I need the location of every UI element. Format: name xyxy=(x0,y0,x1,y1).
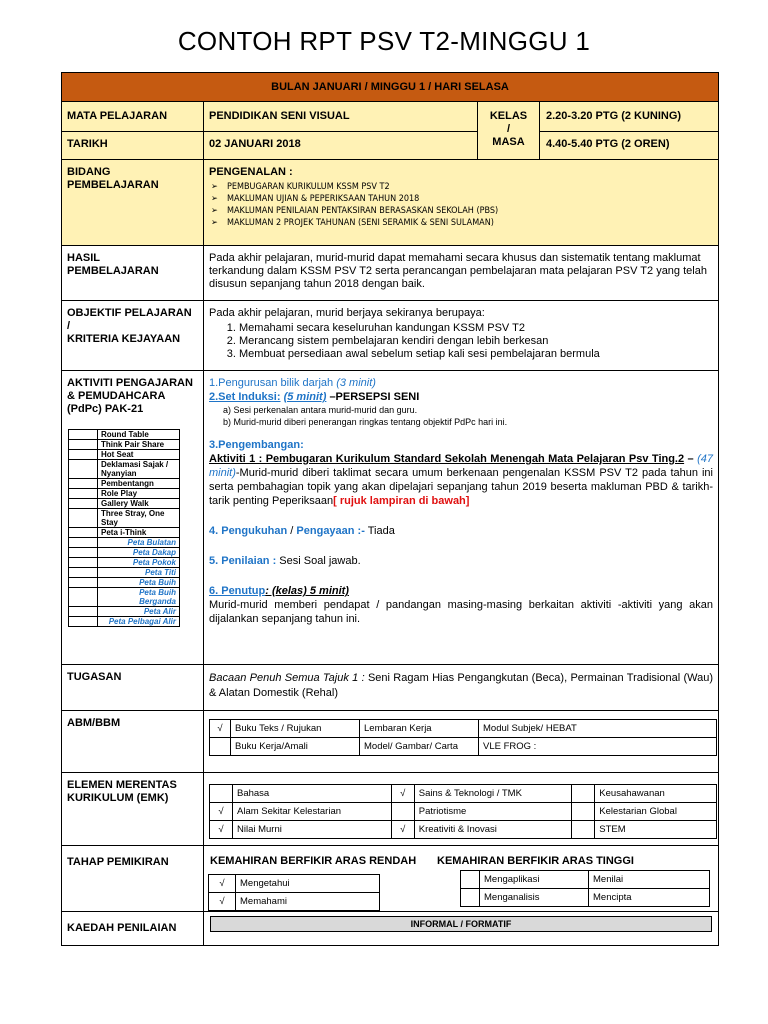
step-6-text: Murid-murid memberi pendapat / pandangan masing-masing berkaitan aktiviti -aktiviti yang akan dijalankan sepanjang tahun ini. xyxy=(209,599,713,625)
bidang-label-1: BIDANG xyxy=(67,166,111,178)
aras-item: Mencipta xyxy=(589,889,710,907)
step-1-label: 1.Pengurusan bilik darjah xyxy=(209,377,334,389)
objektif-intro: Pada akhir pelajaran, murid berjaya sekiranya berupaya: xyxy=(209,307,485,319)
hasil-row xyxy=(62,246,718,301)
list-item-text: Murid-murid diberi penerangan ringkas tentang objektif PdPc hari ini. xyxy=(233,417,508,427)
hasil-label-2: PEMBELAJARAN xyxy=(67,265,159,277)
pdpc-item: Pembentangn xyxy=(98,479,180,489)
abm-item: Modul Subjek/ HEBAT xyxy=(479,720,717,738)
bidang-label xyxy=(62,160,204,245)
pdpc-cell xyxy=(69,450,98,460)
list-item: ➢ PEMBUGARAN KURIKULUM KSSM PSV T2 xyxy=(209,181,713,193)
kaedah-row xyxy=(62,912,718,945)
abm-table xyxy=(209,719,717,756)
abm-item: VLE FROG : xyxy=(479,738,717,756)
aras-item: Memahami xyxy=(236,893,380,911)
pdpc-cell xyxy=(69,538,98,548)
abm-content xyxy=(204,711,718,772)
aktiviti-label-1: AKTIVITI PENGAJARAN xyxy=(67,377,193,389)
page-title: CONTOH RPT PSV T2-MINGGU 1 xyxy=(177,26,591,56)
objektif-label-1: OBJEKTIF PELAJARAN xyxy=(67,307,192,319)
mata-pelajaran-label: MATA PELAJARAN xyxy=(67,110,168,122)
tugasan-row xyxy=(62,665,718,711)
checkmark xyxy=(391,803,414,821)
tarikh-label: TARIKH xyxy=(67,138,108,150)
step-5-value: Sesi Soal jawab. xyxy=(276,555,361,567)
list-item-text: Sesi perkenalan antara murid-murid dan guru. xyxy=(233,405,418,415)
pdpc-cell xyxy=(69,558,98,568)
list-marker: a) xyxy=(223,405,232,415)
pdpc-row xyxy=(69,460,180,479)
checkmark: √ xyxy=(210,803,233,821)
header-bar xyxy=(62,73,718,102)
list-item xyxy=(223,416,713,428)
hasil-text: Pada akhir pelajaran, murid-murid dapat memahami secara khusus dan sistematik tentang maklumat terkandung dalam KSSM PSV T2 serta perancangan pembelajaran mata pelajaran PSV T2 yang telah disusun sepanjang tahun 2018 dengan baik. xyxy=(209,252,707,290)
step-3-time: (47 minit) xyxy=(209,453,713,479)
peta-row xyxy=(69,588,180,607)
step-2-items xyxy=(209,404,713,428)
pdpc-cell xyxy=(69,578,98,588)
aras-item: Menganalisis xyxy=(480,889,589,907)
pdpc-cell xyxy=(69,499,98,509)
subject-labels xyxy=(62,102,204,159)
kelas-masa-label xyxy=(478,102,540,159)
step-3-dash: – xyxy=(684,453,694,465)
pdpc-cell xyxy=(69,489,98,499)
checkbox-cell xyxy=(210,738,231,756)
step-4-label: 4. Pengukuhan xyxy=(209,525,288,537)
emk-item: Keusahawanan xyxy=(595,785,717,803)
bidang-heading: PENGENALAN : xyxy=(209,166,293,178)
objektif-row xyxy=(62,301,718,371)
peta-row xyxy=(69,568,180,578)
emk-label-2: KURIKULUM (EMK) xyxy=(67,792,169,804)
aras-tinggi-heading: KEMAHIRAN BERFIKIR ARAS TINGGI xyxy=(437,855,634,867)
emk-content xyxy=(204,773,718,845)
checkmark xyxy=(572,821,595,839)
header-bar-text: BULAN JANUARI / MINGGU 1 / HARI SELASA xyxy=(271,81,509,93)
step-2-label: 2.Set Induksi: xyxy=(209,391,281,403)
emk-item: Sains & Teknologi / TMK xyxy=(414,785,572,803)
objektif-label-2: / xyxy=(67,320,71,332)
kelas-value-1: 2.20-3.20 PTG (2 KUNING) xyxy=(546,110,682,122)
mata-pelajaran-value: PENDIDIKAN SENI VISUAL xyxy=(209,110,350,122)
emk-item: STEM xyxy=(595,821,717,839)
peta-row xyxy=(69,538,180,548)
peta-item: Peta Pokok xyxy=(98,558,180,568)
step-1 xyxy=(209,376,713,390)
step-3-label: 3.Pengembangan: xyxy=(209,439,304,451)
checkmark: √ xyxy=(391,785,414,803)
tahap-label: TAHAP PEMIKIRAN xyxy=(62,846,204,911)
tarikh-value: 02 JANUARI 2018 xyxy=(209,138,301,150)
aktiviti-label-3: (PdPc) PAK-21 xyxy=(67,403,144,415)
pdpc-row xyxy=(69,430,180,440)
abm-item: Lembaran Kerja xyxy=(360,720,479,738)
kaedah-value: INFORMAL / FORMATIF xyxy=(210,916,712,932)
step-4 xyxy=(209,524,713,538)
kaedah-label: KAEDAH PENILAIAN xyxy=(62,912,204,945)
list-item xyxy=(223,404,713,416)
pdpc-item: Hot Seat xyxy=(98,450,180,460)
kelas-value-2: 4.40-5.40 PTG (2 OREN) xyxy=(546,138,670,150)
table-row xyxy=(210,821,717,839)
objektif-list xyxy=(209,322,713,361)
pdpc-cell xyxy=(69,479,98,489)
objektif-label-3: KRITERIA KEJAYAAN xyxy=(67,333,181,345)
aras-rendah-heading: KEMAHIRAN BERFIKIR ARAS RENDAH xyxy=(210,855,417,867)
step-3-ref: [ rujuk lampiran di bawah] xyxy=(333,495,470,507)
checkmark: √ xyxy=(209,893,236,911)
pdpc-cell xyxy=(69,440,98,450)
pdpc-cell xyxy=(69,548,98,558)
aktiviti-row xyxy=(62,371,718,665)
peta-row xyxy=(69,607,180,617)
list-item: ➢ MAKLUMAN PENILAIAN PENTAKSIRAN BERASASKAN SEKOLAH (PBS) xyxy=(209,205,713,217)
checkmark xyxy=(572,803,595,821)
pdpc-cell xyxy=(69,617,98,627)
aras-item: Mengetahui xyxy=(236,875,380,893)
peta-item: Peta Buih Berganda xyxy=(98,588,180,607)
abm-label: ABM/BBM xyxy=(62,711,204,772)
step-3-text xyxy=(209,452,713,508)
bidang-content xyxy=(204,160,718,245)
tahap-content xyxy=(204,846,718,911)
step-5-label: 5. Penilaian : xyxy=(209,555,277,567)
pdpc-cell xyxy=(69,588,98,607)
pdpc-item: Gallery Walk xyxy=(98,499,180,509)
pdpc-cell xyxy=(69,430,98,440)
table-row xyxy=(210,803,717,821)
list-item: ➢ MAKLUMAN 2 PROJEK TAHUNAN (SENI SERAMIK & SENI SULAMAN) xyxy=(209,217,713,229)
peta-item: Peta Buih xyxy=(98,578,180,588)
table-row xyxy=(210,785,717,803)
kaedah-content xyxy=(204,912,718,945)
peta-item: Peta Pelbagai Alir xyxy=(98,617,180,627)
aras-rendah-table xyxy=(208,874,380,911)
checkmark: √ xyxy=(391,821,414,839)
step-3-aktiviti: Aktiviti 1 : Pembugaran Kurikulum Standard Sekolah Menengah Mata Pelajaran Psv Ting.2 xyxy=(209,453,685,465)
pdpc-row xyxy=(69,489,180,499)
step-4-sep: / xyxy=(287,525,297,537)
abm-item: Buku Kerja/Amali xyxy=(231,738,360,756)
kelas-label: KELAS xyxy=(489,110,528,122)
emk-item: Alam Sekitar Kelestarian xyxy=(233,803,392,821)
peta-row xyxy=(69,617,180,627)
tugasan-italic: Bacaan Penuh Semua Tajuk 1 : xyxy=(209,672,365,684)
aras-tinggi-table xyxy=(460,870,710,907)
pdpc-item: Deklamasi Sajak / Nyanyian xyxy=(98,460,180,479)
checkmark xyxy=(210,785,233,803)
tahap-row xyxy=(62,846,718,912)
step-2 xyxy=(209,390,713,404)
emk-item: Patriotisme xyxy=(414,803,572,821)
peta-item: Peta Titi xyxy=(98,568,180,578)
pdpc-cell xyxy=(69,509,98,528)
step-4-label-2: Pengayaan :- xyxy=(296,525,365,537)
subject-row xyxy=(62,102,718,160)
checkmark: √ xyxy=(210,720,231,738)
pdpc-cell xyxy=(69,568,98,578)
peta-row xyxy=(69,578,180,588)
masa-label: MASA xyxy=(492,136,525,148)
kelas-slash: / xyxy=(506,123,511,135)
checkmark xyxy=(572,785,595,803)
pdpc-item: Role Play xyxy=(98,489,180,499)
pdpc-list xyxy=(68,429,180,627)
list-item: ➢ MAKLUMAN UJIAN & PEPERIKSAAN TAHUN 2018 xyxy=(209,193,713,205)
pdpc-item: Peta i-Think xyxy=(98,528,180,538)
abm-item: Model/ Gambar/ Carta xyxy=(360,738,479,756)
step-2-time: (5 minit) xyxy=(283,391,327,403)
list-item: 1. Memahami secara keseluruhan kandungan KSSM PSV T2 xyxy=(239,322,713,335)
checkmark: √ xyxy=(209,875,236,893)
step-6 xyxy=(209,584,713,598)
pdpc-item: Round Table xyxy=(98,430,180,440)
peta-item: Peta Dakap xyxy=(98,548,180,558)
pdpc-cell xyxy=(69,528,98,538)
step-6-label: 6. Penutup xyxy=(209,585,266,597)
pdpc-cell xyxy=(69,607,98,617)
pdpc-item: Three Stray, One Stay xyxy=(98,509,180,528)
aktiviti-label xyxy=(62,371,204,664)
pdpc-row xyxy=(69,528,180,538)
checkmark: √ xyxy=(210,821,233,839)
abm-row xyxy=(62,711,718,773)
pdpc-item: Think Pair Share xyxy=(98,440,180,450)
peta-row xyxy=(69,558,180,568)
pdpc-row xyxy=(69,450,180,460)
tugasan-text: Seni Ragam Hias Pengangkutan (Beca), Permainan Tradisional (Wau) & Alatan Domestik (Rehal) xyxy=(209,672,714,699)
kelas-values xyxy=(540,102,718,159)
abm-item: Buku Teks / Rujukan xyxy=(231,720,360,738)
lesson-plan-table xyxy=(61,72,719,946)
emk-item: Kreativiti & Inovasi xyxy=(414,821,572,839)
bidang-label-2: PEMBELAJARAN xyxy=(67,179,159,191)
aktiviti-content xyxy=(204,371,718,664)
list-item: 2. Merancang sistem pembelajaran kendiri dengan lebih berkesan xyxy=(239,335,713,348)
hasil-label-1: HASIL xyxy=(67,252,100,264)
step-4-value: Tiada xyxy=(364,525,395,537)
emk-row xyxy=(62,773,718,846)
emk-item: Nilai Murni xyxy=(233,821,392,839)
emk-label-1: ELEMEN MERENTAS xyxy=(67,779,177,791)
list-marker: b) xyxy=(223,417,232,427)
aras-item: Menilai xyxy=(589,871,710,889)
subject-values xyxy=(204,102,478,159)
tugasan-content xyxy=(204,665,718,710)
pdpc-row xyxy=(69,509,180,528)
aktiviti-label-2: & PEMUDAHCARA xyxy=(67,390,166,402)
hasil-label xyxy=(62,246,204,300)
step-6-time: : (kelas) 5 minit) xyxy=(265,585,349,597)
list-item: 3. Membuat persediaan awal sebelum setiap kali sesi pembelajaran bermula xyxy=(239,348,713,361)
bidang-list xyxy=(209,181,713,229)
aras-item: Mengaplikasi xyxy=(480,871,589,889)
tugasan-label: TUGASAN xyxy=(62,665,204,710)
step-1-time: (3 minit) xyxy=(336,377,376,389)
pdpc-row xyxy=(69,440,180,450)
peta-item: Peta Alir xyxy=(98,607,180,617)
bidang-row xyxy=(62,160,718,246)
pdpc-row xyxy=(69,479,180,489)
objektif-label xyxy=(62,301,204,370)
emk-label xyxy=(62,773,204,845)
step-5 xyxy=(209,554,713,568)
peta-item: Peta Bulatan xyxy=(98,538,180,548)
emk-item: Kelestarian Global xyxy=(595,803,717,821)
pdpc-row xyxy=(69,499,180,509)
objektif-content xyxy=(204,301,718,370)
step-3-body: -Murid-murid diberi taklimat secara umum berkenaan pengenalan KSSM PSV T2 pada tahun ini serta pembahagian topik yang akan dipelajari sepanjang tahun 2019 beserta makluman PBD & tarikh-tarik penting Peperiksaan xyxy=(209,467,713,507)
pdpc-cell xyxy=(69,460,98,479)
emk-table xyxy=(209,784,717,839)
emk-item: Bahasa xyxy=(233,785,392,803)
step-2-tail: –PERSEPSI SENI xyxy=(329,391,420,403)
peta-row xyxy=(69,548,180,558)
